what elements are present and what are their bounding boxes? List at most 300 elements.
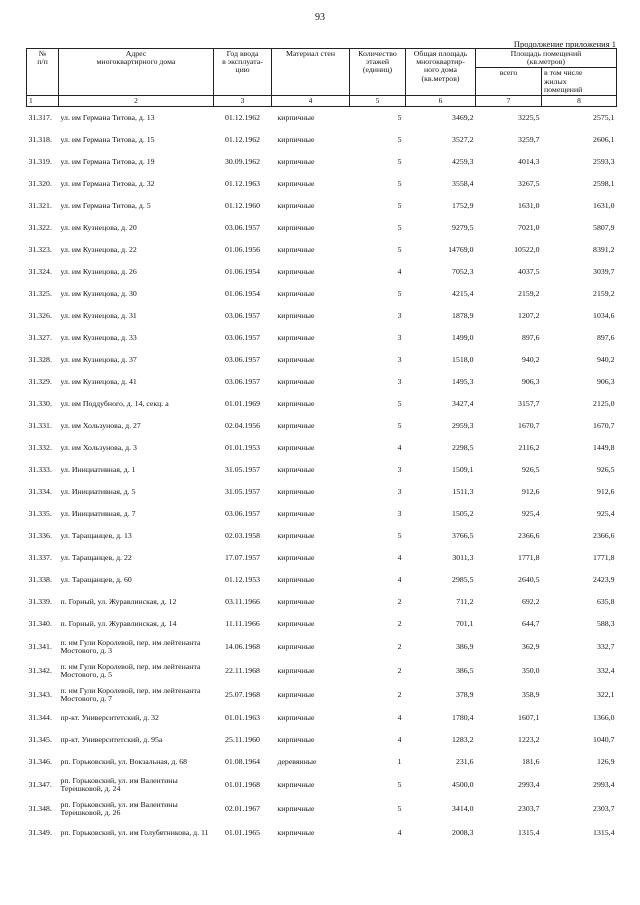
table-row <box>27 173 617 195</box>
material-cell: кирпичные <box>277 618 315 628</box>
year-cell: 31.05.1957 <box>224 486 261 496</box>
premises-area-cell: 358,9 <box>521 689 540 699</box>
address-cell: ул. им Кузнецова, д. 20 <box>60 222 137 232</box>
residential-area-cell: 126,9 <box>596 756 615 766</box>
year-cell: 03.06.1957 <box>224 332 261 342</box>
year-cell: 03.06.1957 <box>224 222 261 232</box>
table-row <box>27 151 617 173</box>
total-area-cell: 701,1 <box>455 618 474 628</box>
total-area-cell: 1752,9 <box>452 200 474 210</box>
table-row <box>27 239 617 261</box>
row-number: 31.342. <box>28 665 52 675</box>
row-number: 31.320. <box>28 178 52 188</box>
floors-cell: 5 <box>397 156 402 166</box>
year-cell: 11.11.1966 <box>225 618 260 628</box>
address-cell: ул. им Германа Титова, д. 13 <box>60 112 155 122</box>
table-row <box>27 569 617 591</box>
table-row <box>27 591 617 613</box>
header-year: Год ввода в эксплуата- цию <box>214 49 272 96</box>
column-number: 3 <box>214 95 272 106</box>
floors-cell: 2 <box>397 618 402 628</box>
housing-table <box>26 48 617 845</box>
residential-area-cell: 588,3 <box>596 618 615 628</box>
residential-area-cell: 3039,7 <box>593 266 615 276</box>
material-cell: кирпичные <box>277 222 315 232</box>
table-row <box>27 547 617 569</box>
address-cell: ул. им Поддубного, д. 14, секц. а <box>60 398 169 408</box>
table-row <box>27 613 617 635</box>
floors-cell: 3 <box>397 310 402 320</box>
premises-area-cell: 2303,7 <box>518 803 540 813</box>
year-cell: 01.01.1965 <box>224 827 261 837</box>
continuation-note: Продолжение приложения 1 <box>513 39 616 49</box>
total-area-cell: 7052,3 <box>452 266 474 276</box>
row-number: 31.330. <box>28 398 52 408</box>
address-cell: п. Горный, ул. Журавлинская, д. 12 <box>60 596 177 606</box>
table-row <box>27 525 617 547</box>
header-total-area: Общая площадь многоквартир- ного дома (кв.метров) <box>406 49 476 96</box>
address-cell: пр-кт. Университетский, д. 32 <box>60 712 159 722</box>
row-number: 31.323. <box>28 244 52 254</box>
address-cell: п. им Гули Королевой, пер. им лейтенанта Мостового, д. 5 <box>60 661 201 679</box>
material-cell: кирпичные <box>277 332 315 342</box>
residential-area-cell: 1771,8 <box>593 552 615 562</box>
year-cell: 30.09.1962 <box>224 156 261 166</box>
row-number: 31.345. <box>28 734 52 744</box>
material-cell: кирпичные <box>277 464 315 474</box>
table-row <box>27 751 617 773</box>
address-cell: рп. Горьковский, ул. им Валентины Терешковой, д. 26 <box>60 799 178 817</box>
total-area-cell: 711,2 <box>456 596 474 606</box>
address-cell: ул. Таращанцев, д. 60 <box>60 574 132 584</box>
residential-area-cell: 332,7 <box>596 641 615 651</box>
floors-cell: 4 <box>397 266 402 276</box>
premises-area-cell: 3157,7 <box>518 398 540 408</box>
table-row <box>27 797 617 821</box>
row-number: 31.339. <box>28 596 52 606</box>
premises-area-cell: 2116,2 <box>518 442 540 452</box>
year-cell: 03.11.1966 <box>225 596 260 606</box>
total-area-cell: 4259,3 <box>452 156 474 166</box>
total-area-cell: 1518,0 <box>452 354 474 364</box>
material-cell: кирпичные <box>277 266 315 276</box>
address-cell: рп. Горьковский, ул. Вокзальная, д. 68 <box>60 756 188 766</box>
material-cell: кирпичные <box>277 134 315 144</box>
premises-area-cell: 925,4 <box>521 508 540 518</box>
material-cell: кирпичные <box>277 552 315 562</box>
table-row <box>27 349 617 371</box>
premises-area-cell: 644,7 <box>521 618 540 628</box>
year-cell: 01.12.1960 <box>224 200 261 210</box>
row-number: 31.325. <box>28 288 52 298</box>
address-cell: ул. Таращанцев, д. 22 <box>60 552 132 562</box>
premises-area-cell: 1631,0 <box>518 200 540 210</box>
column-number: 7 <box>476 95 542 106</box>
total-area-cell: 1509,1 <box>452 464 474 474</box>
address-cell: п. Горный, ул. Журавлинская, д. 14 <box>60 618 177 628</box>
table-row <box>27 635 617 659</box>
residential-area-cell: 925,4 <box>596 508 615 518</box>
address-cell: рп. Горьковский, ул. им Валентины Терешковой, д. 24 <box>60 775 178 793</box>
year-cell: 01.06.1954 <box>224 288 261 298</box>
floors-cell: 3 <box>397 486 402 496</box>
floors-cell: 5 <box>397 134 402 144</box>
year-cell: 03.06.1957 <box>224 310 261 320</box>
floors-cell: 1 <box>397 756 402 766</box>
material-cell: кирпичные <box>277 178 315 188</box>
residential-area-cell: 1449,8 <box>593 442 615 452</box>
address-cell: ул. им Кузнецова, д. 37 <box>60 354 137 364</box>
column-number: 4 <box>272 95 350 106</box>
material-cell: кирпичные <box>277 803 315 813</box>
material-cell: кирпичные <box>277 156 315 166</box>
year-cell: 01.01.1969 <box>224 398 261 408</box>
address-cell: ул. Инициативная, д. 5 <box>60 486 136 496</box>
table-row <box>27 481 617 503</box>
floors-cell: 5 <box>397 244 402 254</box>
total-area-cell: 3766,5 <box>452 530 474 540</box>
residential-area-cell: 2575,1 <box>593 112 615 122</box>
premises-area-cell: 912,6 <box>521 486 540 496</box>
year-cell: 22.11.1968 <box>225 665 260 675</box>
table-row <box>27 683 617 707</box>
total-area-cell: 4500,0 <box>452 779 474 789</box>
floors-cell: 5 <box>397 200 402 210</box>
total-area-cell: 3558,4 <box>452 178 474 188</box>
premises-area-cell: 926,5 <box>521 464 540 474</box>
residential-area-cell: 322,1 <box>596 689 615 699</box>
material-cell: кирпичные <box>277 486 315 496</box>
header-premises-area: Площадь помещений (кв.метров) <box>476 49 617 68</box>
material-cell: кирпичные <box>277 596 315 606</box>
table-row <box>27 371 617 393</box>
material-cell: кирпичные <box>277 734 315 744</box>
row-number: 31.333. <box>28 464 52 474</box>
premises-area-cell: 940,2 <box>521 354 540 364</box>
row-number: 31.341. <box>28 641 52 651</box>
column-number-row <box>27 95 617 106</box>
premises-area-cell: 1670,7 <box>518 420 540 430</box>
floors-cell: 2 <box>397 689 402 699</box>
total-area-cell: 2298,5 <box>452 442 474 452</box>
table-row <box>27 415 617 437</box>
year-cell: 03.06.1957 <box>224 376 261 386</box>
residential-area-cell: 940,2 <box>596 354 615 364</box>
floors-cell: 5 <box>397 530 402 540</box>
premises-area-cell: 1207,2 <box>518 310 540 320</box>
floors-cell: 4 <box>397 442 402 452</box>
table-row <box>27 459 617 481</box>
row-number: 31.336. <box>28 530 52 540</box>
address-cell: п. им Гули Королевой, пер. им лейтенанта Мостового, д. 3 <box>60 637 201 655</box>
material-cell: кирпичные <box>277 641 315 651</box>
row-number: 31.347. <box>28 779 52 789</box>
premises-area-cell: 3225,5 <box>518 112 540 122</box>
floors-cell: 4 <box>397 552 402 562</box>
year-cell: 31.05.1957 <box>224 464 261 474</box>
premises-area-cell: 2366,6 <box>518 530 540 540</box>
total-area-cell: 3469,2 <box>452 112 474 122</box>
residential-area-cell: 2606,1 <box>593 134 615 144</box>
year-cell: 01.01.1963 <box>224 712 261 722</box>
row-number: 31.324. <box>28 266 52 276</box>
address-cell: ул. им Кузнецова, д. 30 <box>60 288 137 298</box>
table-row <box>27 773 617 797</box>
year-cell: 01.06.1956 <box>224 244 261 254</box>
residential-area-cell: 2303,7 <box>593 803 615 813</box>
row-number: 31.331. <box>28 420 52 430</box>
header-all: всего <box>476 68 542 96</box>
year-cell: 01.01.1968 <box>224 779 261 789</box>
residential-area-cell: 2366,6 <box>593 530 615 540</box>
table-row <box>27 261 617 283</box>
total-area-cell: 2959,3 <box>452 420 474 430</box>
material-cell: кирпичные <box>277 530 315 540</box>
year-cell: 03.06.1957 <box>224 508 261 518</box>
material-cell: кирпичные <box>277 420 315 430</box>
row-number: 31.319. <box>28 156 52 166</box>
residential-area-cell: 1670,7 <box>593 420 615 430</box>
row-number: 31.349. <box>28 827 52 837</box>
premises-area-cell: 181,6 <box>521 756 540 766</box>
residential-area-cell: 1631,0 <box>593 200 615 210</box>
material-cell: кирпичные <box>277 665 315 675</box>
material-cell: кирпичные <box>277 354 315 364</box>
premises-area-cell: 362,9 <box>521 641 540 651</box>
premises-area-cell: 2993,4 <box>518 779 540 789</box>
material-cell: кирпичные <box>277 244 315 254</box>
residential-area-cell: 897,6 <box>596 332 615 342</box>
address-cell: ул. им Кузнецова, д. 33 <box>60 332 137 342</box>
total-area-cell: 378,9 <box>455 689 474 699</box>
premises-area-cell: 1771,8 <box>518 552 540 562</box>
table-row <box>27 437 617 459</box>
floors-cell: 4 <box>397 712 402 722</box>
total-area-cell: 3527,2 <box>452 134 474 144</box>
table-row <box>27 195 617 217</box>
premises-area-cell: 3267,5 <box>518 178 540 188</box>
floors-cell: 3 <box>397 354 402 364</box>
residential-area-cell: 5807,9 <box>593 222 615 232</box>
column-number: 1 <box>27 95 59 106</box>
premises-area-cell: 7021,0 <box>518 222 540 232</box>
address-cell: ул. им Кузнецова, д. 22 <box>60 244 137 254</box>
floors-cell: 3 <box>397 332 402 342</box>
premises-area-cell: 1315,4 <box>518 827 540 837</box>
year-cell: 02.01.1967 <box>224 803 261 813</box>
column-number: 8 <box>542 95 617 106</box>
address-cell: ул. им Кузнецова, д. 31 <box>60 310 137 320</box>
floors-cell: 5 <box>397 178 402 188</box>
total-area-cell: 2985,5 <box>452 574 474 584</box>
row-number: 31.346. <box>28 756 52 766</box>
floors-cell: 5 <box>397 803 402 813</box>
total-area-cell: 14769,0 <box>448 244 474 254</box>
table-row <box>27 707 617 729</box>
premises-area-cell: 4037,5 <box>518 266 540 276</box>
row-number: 31.343. <box>28 689 52 699</box>
floors-cell: 5 <box>397 398 402 408</box>
residential-area-cell: 2125,0 <box>593 398 615 408</box>
year-cell: 01.01.1953 <box>224 442 261 452</box>
material-cell: кирпичные <box>277 508 315 518</box>
year-cell: 02.03.1958 <box>224 530 261 540</box>
residential-area-cell: 1040,7 <box>593 734 615 744</box>
material-cell: кирпичные <box>277 398 315 408</box>
table-row <box>27 729 617 751</box>
address-cell: ул. Инициативная, д. 7 <box>60 508 136 518</box>
material-cell: деревянные <box>277 756 317 766</box>
year-cell: 25.07.1968 <box>224 689 261 699</box>
floors-cell: 2 <box>397 596 402 606</box>
year-cell: 25.11.1960 <box>225 734 260 744</box>
total-area-cell: 3414,0 <box>452 803 474 813</box>
residential-area-cell: 635,8 <box>596 596 615 606</box>
header-material: Материал стен <box>272 49 350 96</box>
total-area-cell: 1780,4 <box>452 712 474 722</box>
floors-cell: 4 <box>397 734 402 744</box>
total-area-cell: 3011,3 <box>452 552 474 562</box>
total-area-cell: 1495,3 <box>452 376 474 386</box>
floors-cell: 5 <box>397 779 402 789</box>
premises-area-cell: 350,0 <box>521 665 540 675</box>
table-row <box>27 283 617 305</box>
row-number: 31.326. <box>28 310 52 320</box>
page-number: 93 <box>315 12 325 23</box>
floors-cell: 2 <box>397 665 402 675</box>
header-residential: в том числе жилых помещений <box>542 68 617 96</box>
row-number: 31.317. <box>28 112 52 122</box>
total-area-cell: 1878,9 <box>452 310 474 320</box>
floors-cell: 4 <box>397 827 402 837</box>
residential-area-cell: 332,4 <box>596 665 615 675</box>
total-area-cell: 231,6 <box>455 756 474 766</box>
header-address: Адрес многоквартирного дома <box>59 49 214 96</box>
residential-area-cell: 912,6 <box>596 486 615 496</box>
premises-area-cell: 1607,1 <box>518 712 540 722</box>
address-cell: рп. Горьковский, ул. им Голубятникова, д. 11 <box>60 827 209 837</box>
residential-area-cell: 1366,0 <box>593 712 615 722</box>
row-number: 31.328. <box>28 354 52 364</box>
total-area-cell: 386,5 <box>455 665 474 675</box>
year-cell: 01.12.1963 <box>224 178 261 188</box>
year-cell: 14.06.1968 <box>224 641 261 651</box>
column-number: 6 <box>406 95 476 106</box>
residential-area-cell: 926,5 <box>596 464 615 474</box>
total-area-cell: 3427,4 <box>452 398 474 408</box>
row-number: 31.340. <box>28 618 52 628</box>
address-cell: ул. Инициативная, д. 1 <box>60 464 136 474</box>
floors-cell: 5 <box>397 288 402 298</box>
residential-area-cell: 2993,4 <box>593 779 615 789</box>
material-cell: кирпичные <box>277 689 315 699</box>
total-area-cell: 1283,2 <box>452 734 474 744</box>
residential-area-cell: 2423,9 <box>593 574 615 584</box>
material-cell: кирпичные <box>277 574 315 584</box>
address-cell: ул. им Германа Титова, д. 19 <box>60 156 155 166</box>
floors-cell: 5 <box>397 222 402 232</box>
floors-cell: 2 <box>397 641 402 651</box>
total-area-cell: 1505,2 <box>452 508 474 518</box>
year-cell: 03.06.1957 <box>224 354 261 364</box>
total-area-cell: 9279,5 <box>452 222 474 232</box>
total-area-cell: 4215,4 <box>452 288 474 298</box>
total-area-cell: 1499,0 <box>452 332 474 342</box>
row-number: 31.329. <box>28 376 52 386</box>
table-row <box>27 393 617 415</box>
year-cell: 01.12.1953 <box>224 574 261 584</box>
floors-cell: 5 <box>397 112 402 122</box>
address-cell: ул. Таращанцев, д. 13 <box>60 530 132 540</box>
column-number: 5 <box>350 95 406 106</box>
premises-area-cell: 3259,7 <box>518 134 540 144</box>
row-number: 31.334. <box>28 486 52 496</box>
row-number: 31.332. <box>28 442 52 452</box>
year-cell: 02.04.1956 <box>224 420 261 430</box>
address-cell: ул. им Кузнецова, д. 41 <box>60 376 137 386</box>
table-row <box>27 503 617 525</box>
floors-cell: 5 <box>397 420 402 430</box>
premises-area-cell: 2159,2 <box>518 288 540 298</box>
residential-area-cell: 8391,2 <box>593 244 615 254</box>
row-number: 31.327. <box>28 332 52 342</box>
floors-cell: 3 <box>397 376 402 386</box>
row-number: 31.335. <box>28 508 52 518</box>
residential-area-cell: 2159,2 <box>593 288 615 298</box>
address-cell: ул. им Германа Титова, д. 32 <box>60 178 155 188</box>
year-cell: 01.12.1962 <box>224 134 261 144</box>
year-cell: 17.07.1957 <box>224 552 261 562</box>
floors-cell: 3 <box>397 508 402 518</box>
table-row <box>27 106 617 129</box>
premises-area-cell: 1223,2 <box>518 734 540 744</box>
row-number: 31.322. <box>28 222 52 232</box>
residential-area-cell: 1315,4 <box>593 827 615 837</box>
material-cell: кирпичные <box>277 442 315 452</box>
floors-cell: 4 <box>397 574 402 584</box>
row-number: 31.318. <box>28 134 52 144</box>
address-cell: пр-кт. Университетский, д. 95а <box>60 734 163 744</box>
material-cell: кирпичные <box>277 376 315 386</box>
table-row <box>27 327 617 349</box>
address-cell: п. им Гули Королевой, пер. им лейтенанта Мостового, д. 7 <box>60 685 201 703</box>
row-number: 31.348. <box>28 803 52 813</box>
table-row <box>27 305 617 327</box>
material-cell: кирпичные <box>277 712 315 722</box>
residential-area-cell: 2593,3 <box>593 156 615 166</box>
material-cell: кирпичные <box>277 112 315 122</box>
premises-area-cell: 4014,3 <box>518 156 540 166</box>
address-cell: ул. им Германа Титова, д. 5 <box>60 200 151 210</box>
year-cell: 01.12.1962 <box>224 112 261 122</box>
residential-area-cell: 2598,1 <box>593 178 615 188</box>
address-cell: ул. им Германа Титова, д. 15 <box>60 134 155 144</box>
material-cell: кирпичные <box>277 310 315 320</box>
year-cell: 01.08.1964 <box>224 756 261 766</box>
total-area-cell: 2008,3 <box>452 827 474 837</box>
residential-area-cell: 1034,6 <box>593 310 615 320</box>
floors-cell: 3 <box>397 464 402 474</box>
premises-area-cell: 692,2 <box>521 596 540 606</box>
header-floors: Количество этажей (единиц) <box>350 49 406 96</box>
address-cell: ул. им Кузнецова, д. 26 <box>60 266 137 276</box>
address-cell: ул. им Хользунова, д. 3 <box>60 442 137 452</box>
premises-area-cell: 2640,5 <box>518 574 540 584</box>
material-cell: кирпичные <box>277 288 315 298</box>
total-area-cell: 386,9 <box>455 641 474 651</box>
premises-area-cell: 906,3 <box>521 376 540 386</box>
material-cell: кирпичные <box>277 827 315 837</box>
